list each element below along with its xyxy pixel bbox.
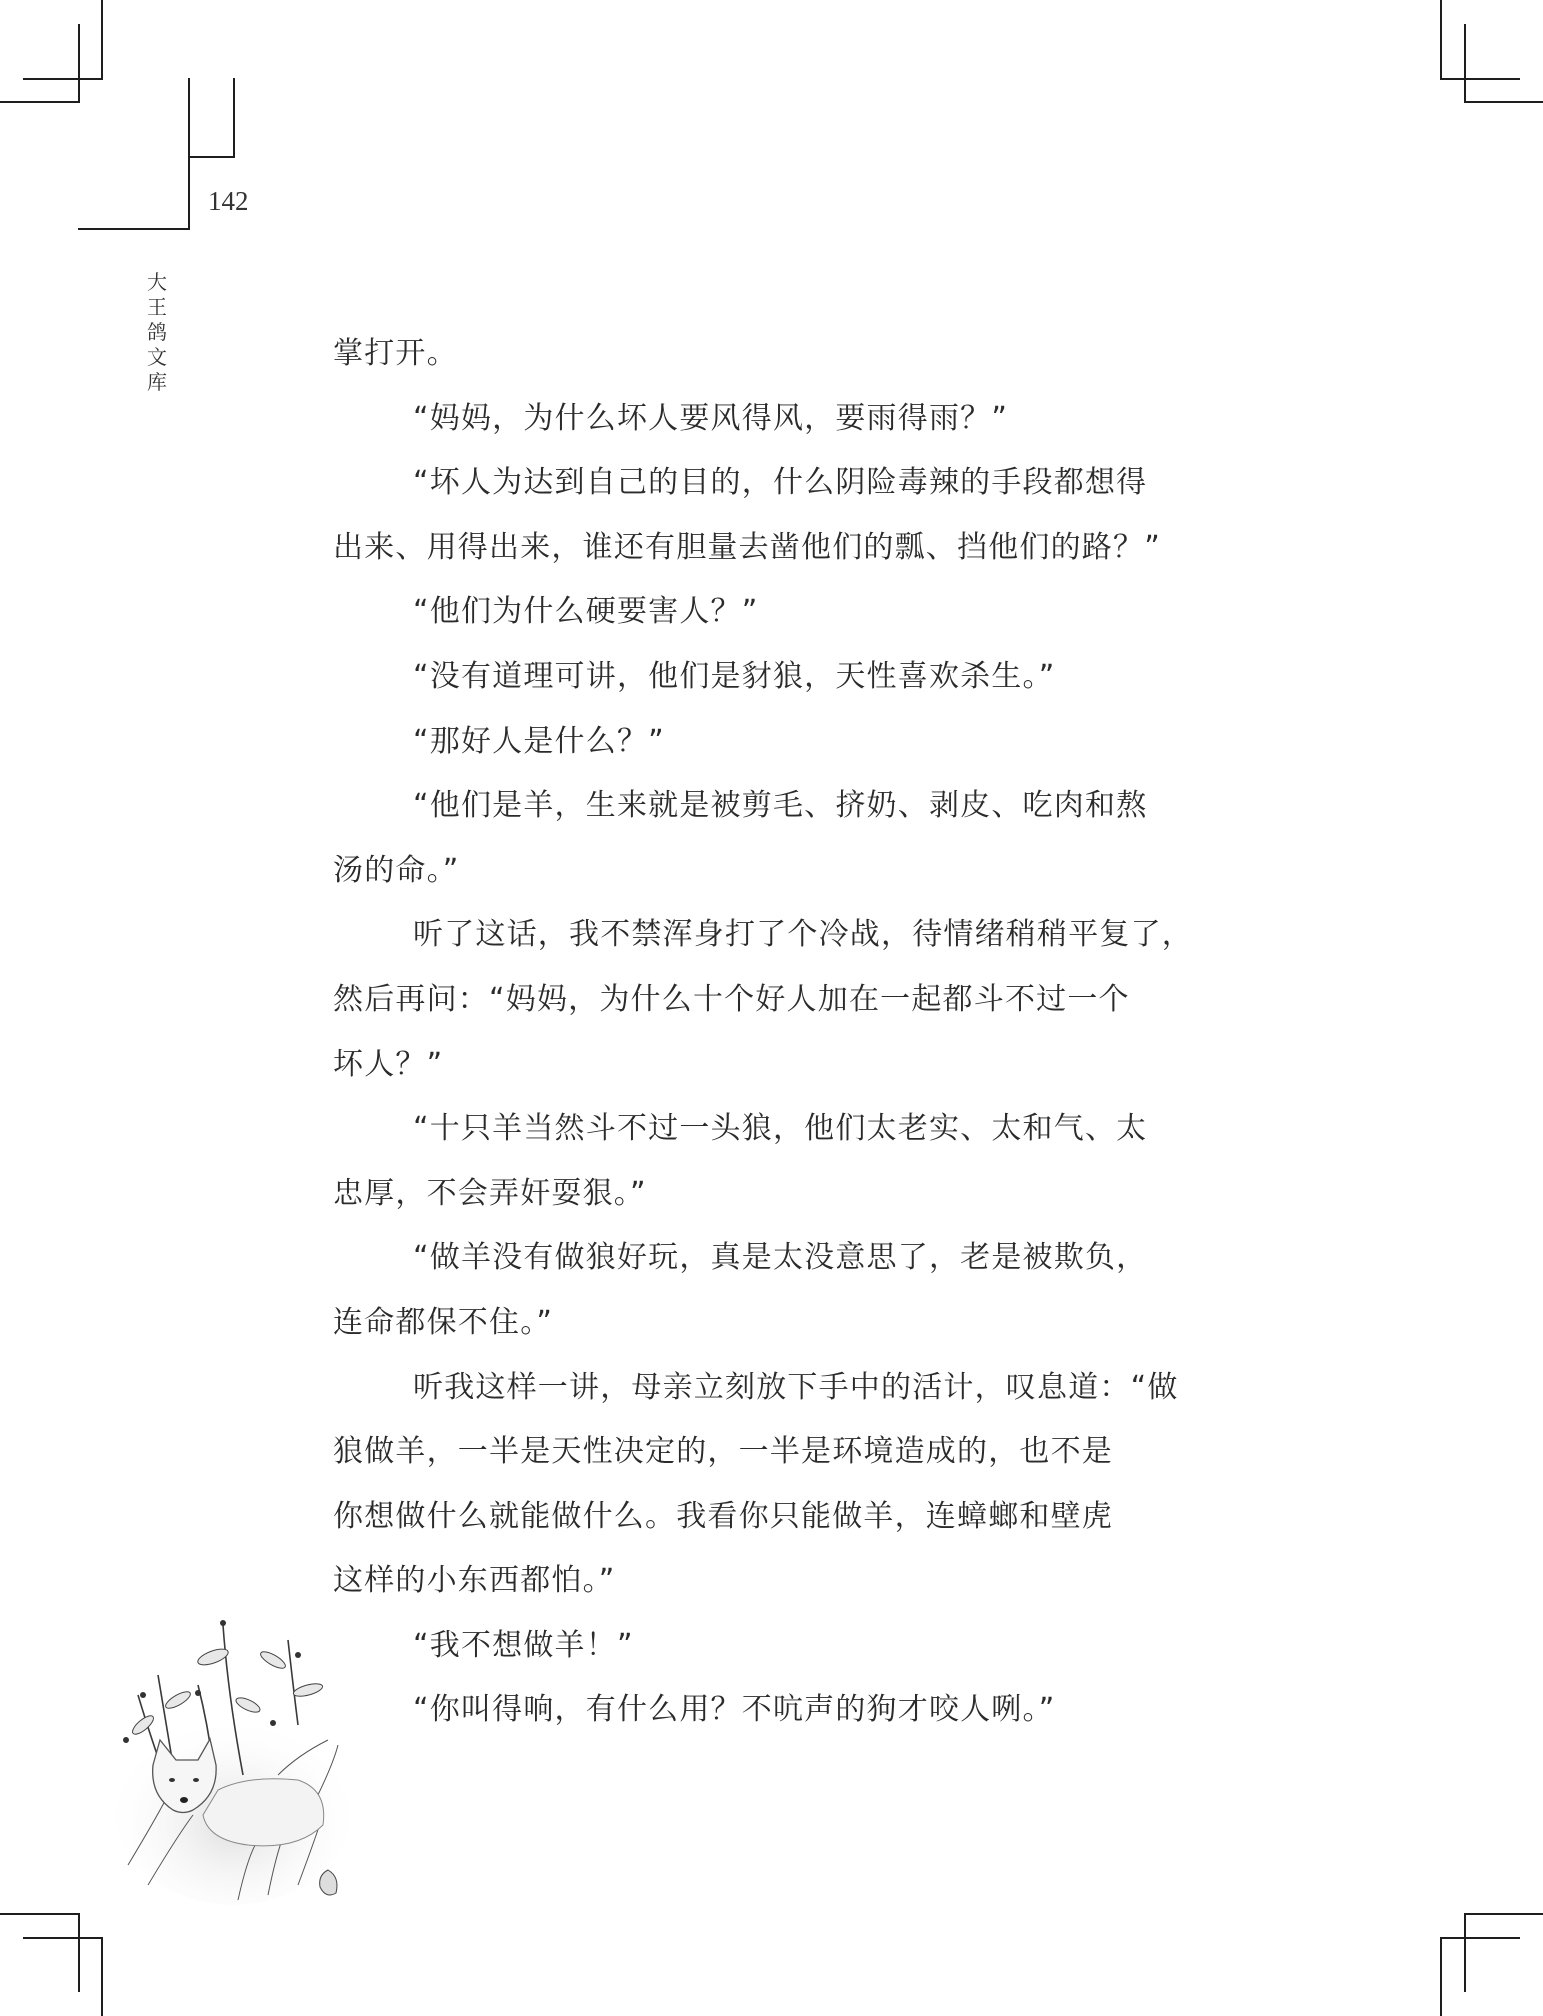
text-line: “做羊没有做狼好玩，真是太没意思了，老是被欺负， [413,1240,1148,1276]
header-rule [188,78,190,230]
text-line: 你想做什么就能做什么。我看你只能做羊，连蟑螂和壁虎 [333,1498,1113,1534]
text-line: “十只羊当然斗不过一头狼，他们太老实、太和气、太 [413,1111,1148,1147]
text-line: “妈妈，为什么坏人要风得风，要雨得雨？” [413,400,1009,436]
crop-mark [1440,1937,1520,1939]
header-rule [233,78,235,158]
crop-mark [1464,101,1543,103]
crop-mark [23,1937,103,1939]
header-rule [188,156,235,158]
header-rule [78,228,190,230]
crop-mark [1440,78,1520,80]
text-line: 坏人？” [333,1046,444,1082]
text-line: “你叫得响，有什么用？不吭声的狗才咬人咧。” [413,1692,1056,1728]
crop-mark [101,1937,103,2016]
crop-mark [78,1913,80,1992]
crop-mark [101,0,103,79]
crop-mark [1440,1937,1442,2016]
text-line: “他们是羊，生来就是被剪毛、挤奶、剥皮、吃肉和熬 [413,788,1148,824]
text-line: “他们为什么硬要害人？” [413,594,759,630]
crop-mark [1464,1913,1466,1992]
crop-mark [78,24,80,103]
crop-mark [1464,24,1466,103]
crop-mark [0,101,80,103]
text-line: 这样的小东西都怕。” [333,1563,616,1599]
crop-mark [0,1913,80,1915]
text-line: 听了这话，我不禁浑身打了个冷战，待情绪稍稍平复了， [413,917,1193,953]
text-line: 汤的命。” [333,852,460,888]
text-line: “那好人是什么？” [413,723,665,759]
crop-mark [23,78,103,80]
text-line: 掌打开。 [333,336,458,371]
text-line: 连命都保不住。” [333,1304,554,1340]
crop-mark [1440,0,1442,79]
body-text [333,322,1195,1743]
text-line: 忠厚，不会弄奸耍狠。” [333,1175,647,1211]
text-line: 出来、用得出来，谁还有胆量去凿他们的瓢、挡他们的路？” [333,529,1161,565]
text-line: 然后再问：“妈妈，为什么十个好人加在一起都斗不过一个 [333,981,1130,1017]
series-title: 大王鸽文库 [147,270,167,394]
text-line: “坏人为达到自己的目的，什么阴险毒辣的手段都想得 [413,465,1148,501]
page-number: 142 [208,186,249,216]
text-line: 听我这样一讲，母亲立刻放下手中的活计，叹息道：“做 [413,1369,1179,1405]
text-line: “没有道理可讲，他们是豺狼，天性喜欢杀生。” [413,658,1056,694]
text-line: “我不想做羊！” [413,1627,634,1663]
fox-illustration [98,1615,358,1915]
fox-sketch-icon [98,1615,358,1915]
text-line: 狼做羊，一半是天性决定的，一半是环境造成的，也不是 [333,1434,1113,1470]
crop-mark [1464,1913,1543,1915]
